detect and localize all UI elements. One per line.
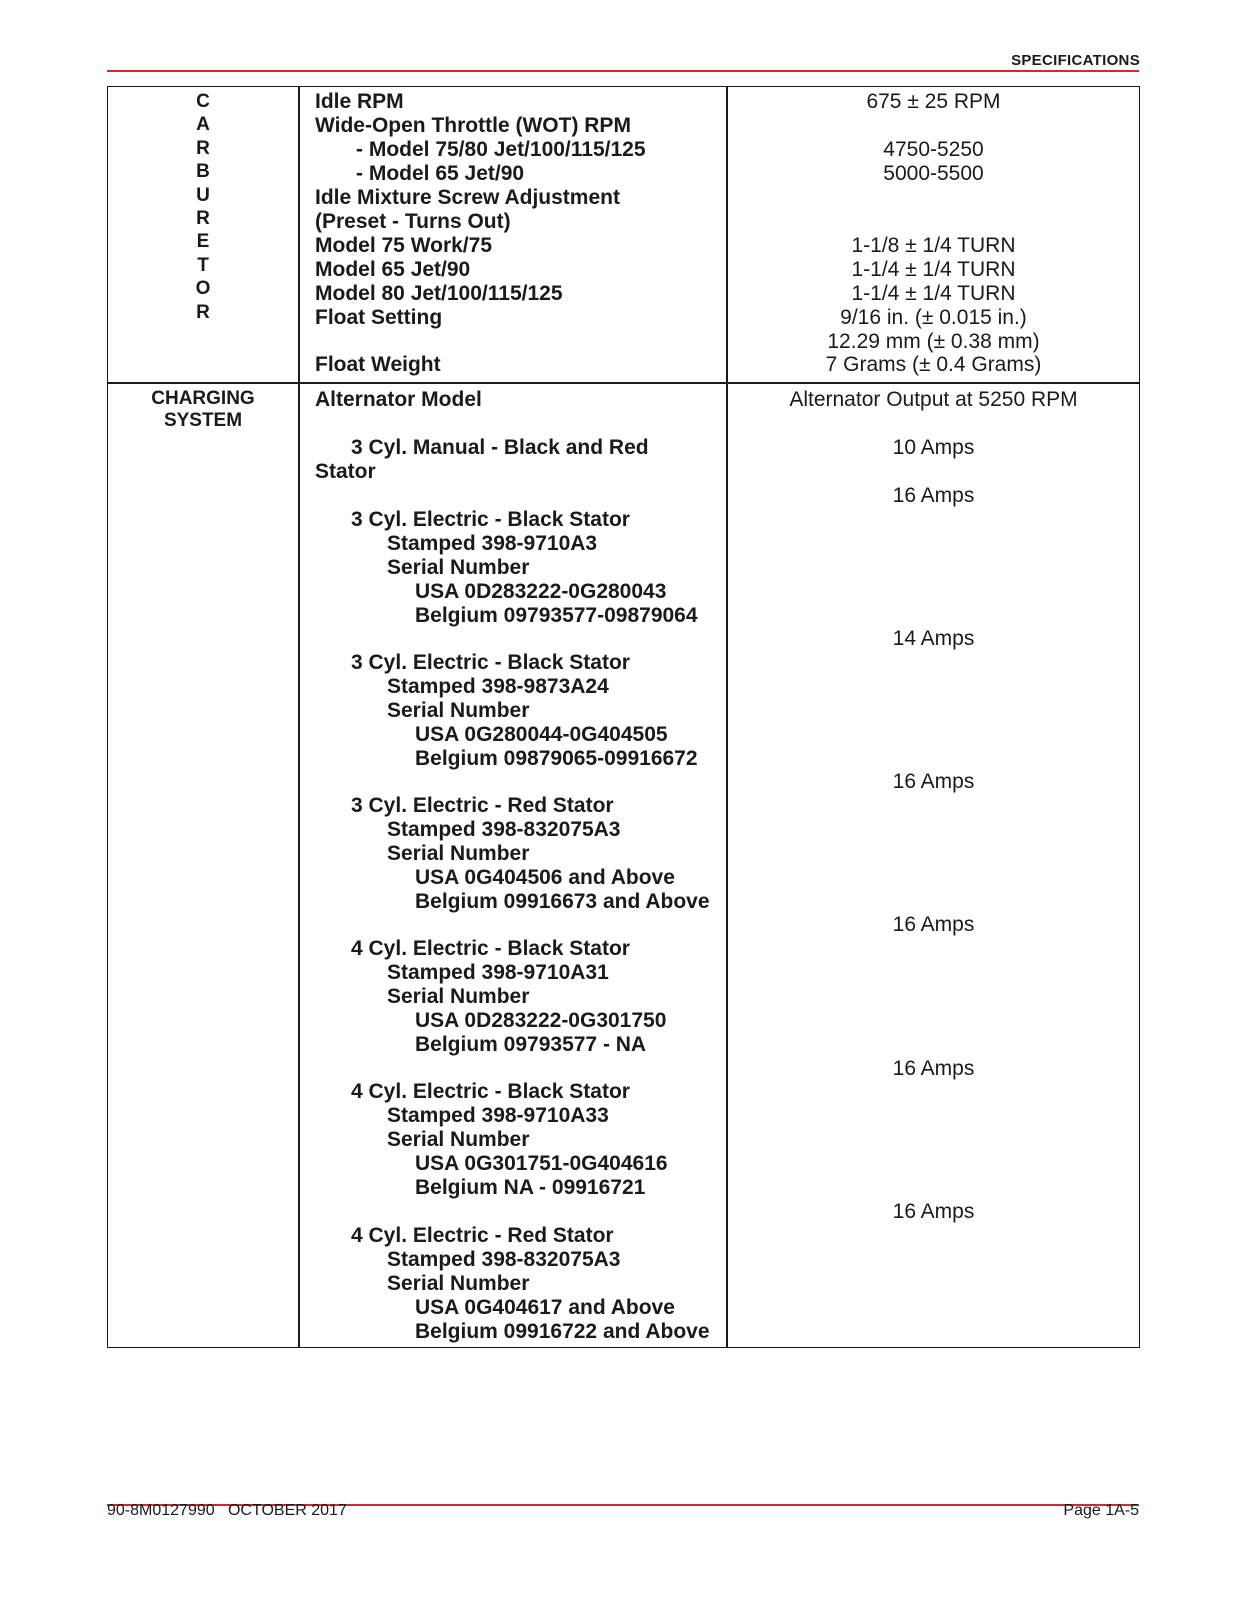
column-divider-1 [298, 86, 300, 1348]
manual-stator-line2: Stator [315, 460, 376, 483]
carburetor-vertical-label: C A R B U R E T O R [195, 91, 211, 323]
manual-stator-output: 10 Amps [892, 436, 975, 459]
stator-output: 16 Amps [892, 913, 975, 936]
spec-float-weight: Float Weight [315, 353, 441, 376]
stator-belgium-serial: Belgium 09916673 and Above [415, 890, 710, 913]
stator-stamped: Stamped 398-9710A33 [387, 1104, 609, 1127]
stator-serial-label: Serial Number [387, 699, 530, 722]
stator-usa-serial: USA 0D283222-0G280043 [415, 580, 667, 603]
stator-title: 3 Cyl. Electric - Red Stator [351, 794, 614, 817]
stator-output: 14 Amps [892, 627, 975, 650]
stator-title: 3 Cyl. Electric - Black Stator [351, 508, 630, 531]
row-divider [107, 382, 1140, 384]
footer-doc-id: 90-8M0127990 OCTOBER 2017 [107, 1502, 347, 1519]
stator-output: 16 Amps [892, 484, 975, 507]
stator-usa-serial: USA 0D283222-0G301750 [415, 1009, 667, 1032]
stator-usa-serial: USA 0G404506 and Above [415, 866, 675, 889]
stator-serial-label: Serial Number [387, 842, 530, 865]
spec-model-75-work: Model 75 Work/75 [315, 234, 493, 257]
stator-belgium-serial: Belgium 09879065-09916672 [415, 747, 698, 770]
value-float-setting-mm: 12.29 mm (± 0.38 mm) [827, 330, 1040, 353]
stator-title: 4 Cyl. Electric - Black Stator [351, 937, 630, 960]
stator-stamped: Stamped 398-9710A3 [387, 532, 598, 555]
footer-page-number: Page 1A-5 [1063, 1502, 1139, 1519]
manual-stator-line1: 3 Cyl. Manual - Black and Red [351, 436, 649, 459]
stator-title: 4 Cyl. Electric - Black Stator [351, 1080, 630, 1103]
value-model-75-work: 1-1/8 ± 1/4 TURN [851, 234, 1016, 257]
spec-float-setting: Float Setting [315, 306, 443, 329]
stator-serial-label: Serial Number [387, 1128, 530, 1151]
stator-title: 4 Cyl. Electric - Red Stator [351, 1224, 614, 1247]
stator-usa-serial: USA 0G404617 and Above [415, 1296, 675, 1319]
stator-serial-label: Serial Number [387, 985, 530, 1008]
alternator-output-heading: Alternator Output at 5250 RPM [789, 388, 1078, 411]
stator-belgium-serial: Belgium NA - 09916721 [415, 1176, 646, 1199]
stator-stamped: Stamped 398-9873A24 [387, 675, 609, 698]
value-idle-rpm: 675 ± 25 RPM [866, 90, 1001, 113]
stator-stamped: Stamped 398-832075A3 [387, 818, 621, 841]
value-model-80-jet: 1-1/4 ± 1/4 TURN [851, 282, 1016, 305]
stator-usa-serial: USA 0G301751-0G404616 [415, 1152, 668, 1175]
spec-idle-mixture: Idle Mixture Screw Adjustment [315, 186, 620, 209]
stator-belgium-serial: Belgium 09916722 and Above [415, 1320, 710, 1343]
stator-serial-label: Serial Number [387, 556, 530, 579]
value-float-weight: 7 Grams (± 0.4 Grams) [825, 353, 1042, 376]
stator-stamped: Stamped 398-9710A31 [387, 961, 609, 984]
spec-model-65-jet: Model 65 Jet/90 [315, 258, 471, 281]
spec-preset-turns: (Preset - Turns Out) [315, 210, 511, 233]
header-rule [107, 70, 1139, 72]
stator-output: 16 Amps [892, 1057, 975, 1080]
stator-output: 16 Amps [892, 770, 975, 793]
value-wot-model-65: 5000-5500 [883, 162, 984, 185]
stator-serial-label: Serial Number [387, 1272, 530, 1295]
value-wot-model-75-80: 4750-5250 [883, 138, 984, 161]
spec-model-80-jet: Model 80 Jet/100/115/125 [315, 282, 563, 305]
spec-wot-model-75-80: - Model 75/80 Jet/100/115/125 [356, 138, 646, 161]
value-float-setting-in: 9/16 in. (± 0.015 in.) [840, 306, 1027, 329]
spec-wot-rpm: Wide-Open Throttle (WOT) RPM [315, 114, 631, 137]
spec-wot-model-65: - Model 65 Jet/90 [356, 162, 525, 185]
stator-title: 3 Cyl. Electric - Black Stator [351, 651, 630, 674]
charging-label-line2: SYSTEM [163, 410, 243, 431]
stator-output: 16 Amps [892, 1200, 975, 1223]
stator-belgium-serial: Belgium 09793577-09879064 [415, 604, 698, 627]
stator-stamped: Stamped 398-832075A3 [387, 1248, 621, 1271]
alternator-model-heading: Alternator Model [315, 388, 482, 411]
spec-idle-rpm: Idle RPM [315, 90, 404, 113]
value-model-65-jet: 1-1/4 ± 1/4 TURN [851, 258, 1016, 281]
section-header: SPECIFICATIONS [1011, 52, 1140, 69]
charging-label-line1: CHARGING [151, 388, 255, 409]
stator-usa-serial: USA 0G280044-0G404505 [415, 723, 668, 746]
stator-belgium-serial: Belgium 09793577 - NA [415, 1033, 647, 1056]
